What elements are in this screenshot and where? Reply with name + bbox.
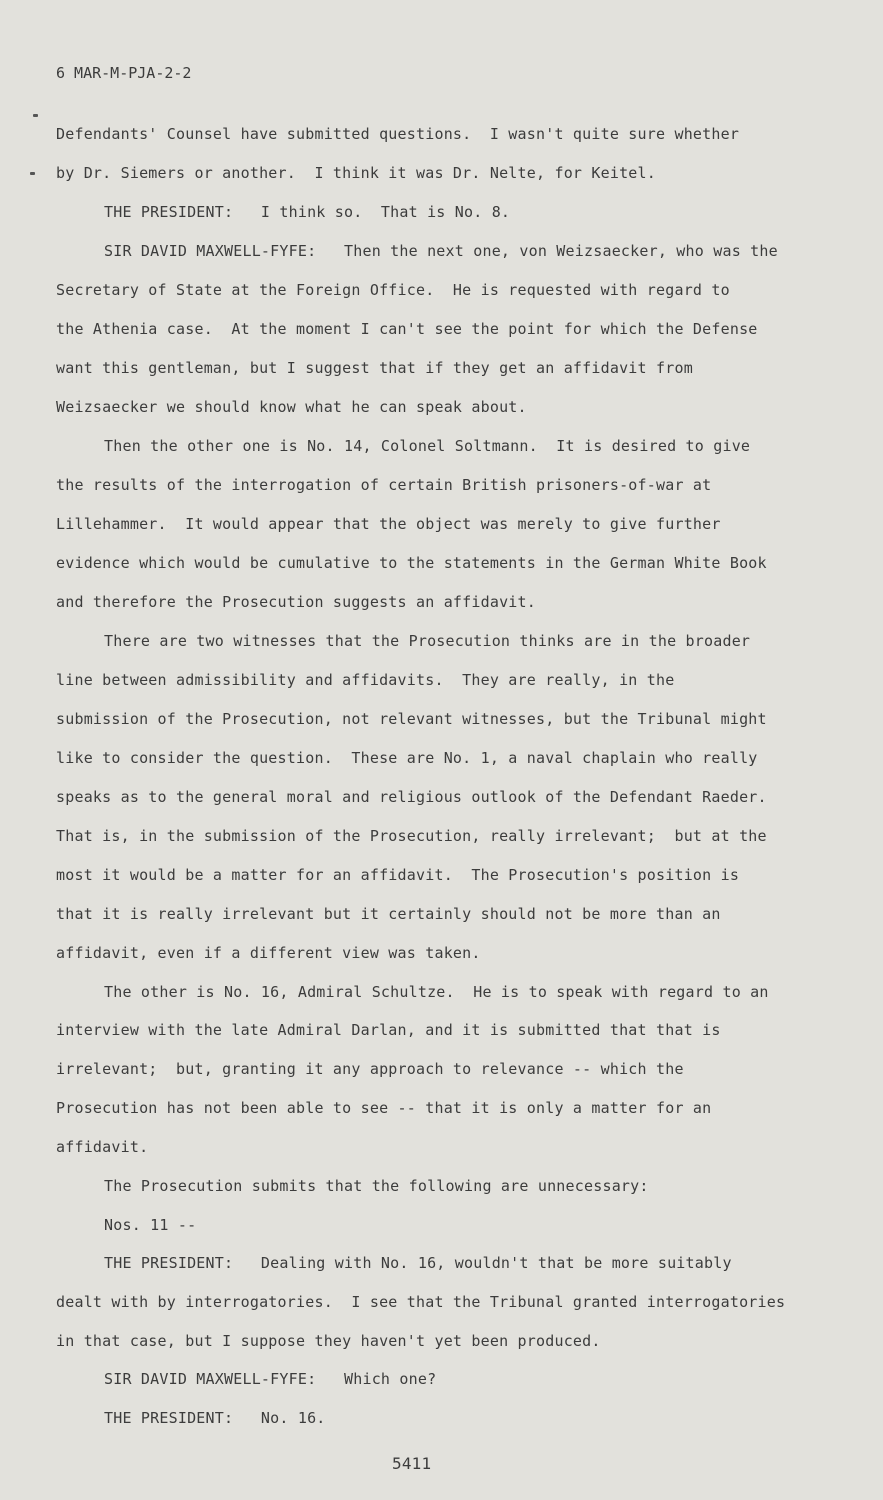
text-line: Defendants' Counsel have submitted questions. I wasn't quite sure whether bbox=[56, 125, 740, 143]
text-line: interview with the late Admiral Darlan, and it is submitted that that is bbox=[56, 1021, 721, 1039]
text-line: that it is really irrelevant but it certainly should not be more than an bbox=[56, 905, 721, 923]
text-line: That is, in the submission of the Prosecution, really irrelevant; but at the bbox=[56, 827, 767, 845]
text-line: and therefore the Prosecution suggests an affidavit. bbox=[56, 593, 536, 611]
text-line: The Prosecution submits that the following are unnecessary: bbox=[104, 1177, 649, 1195]
text-line: by Dr. Siemers or another. I think it was Dr. Nelte, for Keitel. bbox=[56, 164, 656, 182]
text-line: THE PRESIDENT: No. 16. bbox=[104, 1409, 326, 1427]
text-line: Weizsaecker we should know what he can speak about. bbox=[56, 398, 527, 416]
text-line: The other is No. 16, Admiral Schultze. He is to speak with regard to an bbox=[104, 983, 769, 1001]
text-line: evidence which would be cumulative to the statements in the German White Book bbox=[56, 554, 767, 572]
page-number: 5411 bbox=[392, 1454, 432, 1473]
text-line: the results of the interrogation of certain British prisoners-of-war at bbox=[56, 476, 712, 494]
text-line: speaks as to the general moral and religious outlook of the Defendant Raeder. bbox=[56, 788, 767, 806]
text-line: most it would be a matter for an affidavit. The Prosecution's position is bbox=[56, 866, 740, 884]
text-line: THE PRESIDENT: Dealing with No. 16, wouldn't that be more suitably bbox=[104, 1254, 732, 1272]
text-line: Lillehammer. It would appear that the object was merely to give further bbox=[56, 515, 721, 533]
text-line: THE PRESIDENT: I think so. That is No. 8. bbox=[104, 203, 511, 221]
text-line: SIR DAVID MAXWELL-FYFE: Then the next one, von Weizsaecker, who was the bbox=[104, 242, 778, 260]
margin-mark bbox=[33, 114, 38, 117]
margin-mark bbox=[30, 172, 35, 175]
text-line: the Athenia case. At the moment I can't see the point for which the Defense bbox=[56, 320, 758, 338]
text-line: affidavit. bbox=[56, 1138, 149, 1156]
text-line: in that case, but I suppose they haven't yet been produced. bbox=[56, 1332, 601, 1350]
text-line: submission of the Prosecution, not relevant witnesses, but the Tribunal might bbox=[56, 710, 767, 728]
text-line: SIR DAVID MAXWELL-FYFE: Which one? bbox=[104, 1370, 437, 1388]
text-line: dealt with by interrogatories. I see that the Tribunal granted interrogatories bbox=[56, 1293, 786, 1311]
text-line: There are two witnesses that the Prosecution thinks are in the broader bbox=[104, 632, 751, 650]
text-line: Nos. 11 -- bbox=[104, 1216, 197, 1234]
text-line: Secretary of State at the Foreign Office. He is requested with regard to bbox=[56, 281, 730, 299]
text-line: affidavit, even if a different view was taken. bbox=[56, 944, 481, 962]
text-line: Then the other one is No. 14, Colonel Soltmann. It is desired to give bbox=[104, 437, 751, 455]
text-line: line between admissibility and affidavits. They are really, in the bbox=[56, 671, 675, 689]
page-header: 6 MAR-M-PJA-2-2 bbox=[56, 64, 192, 82]
text-line: irrelevant; but, granting it any approach to relevance -- which the bbox=[56, 1060, 684, 1078]
text-line: like to consider the question. These are No. 1, a naval chaplain who really bbox=[56, 749, 758, 767]
text-line: want this gentleman, but I suggest that if they get an affidavit from bbox=[56, 359, 693, 377]
text-line: Prosecution has not been able to see -- that it is only a matter for an bbox=[56, 1099, 712, 1117]
